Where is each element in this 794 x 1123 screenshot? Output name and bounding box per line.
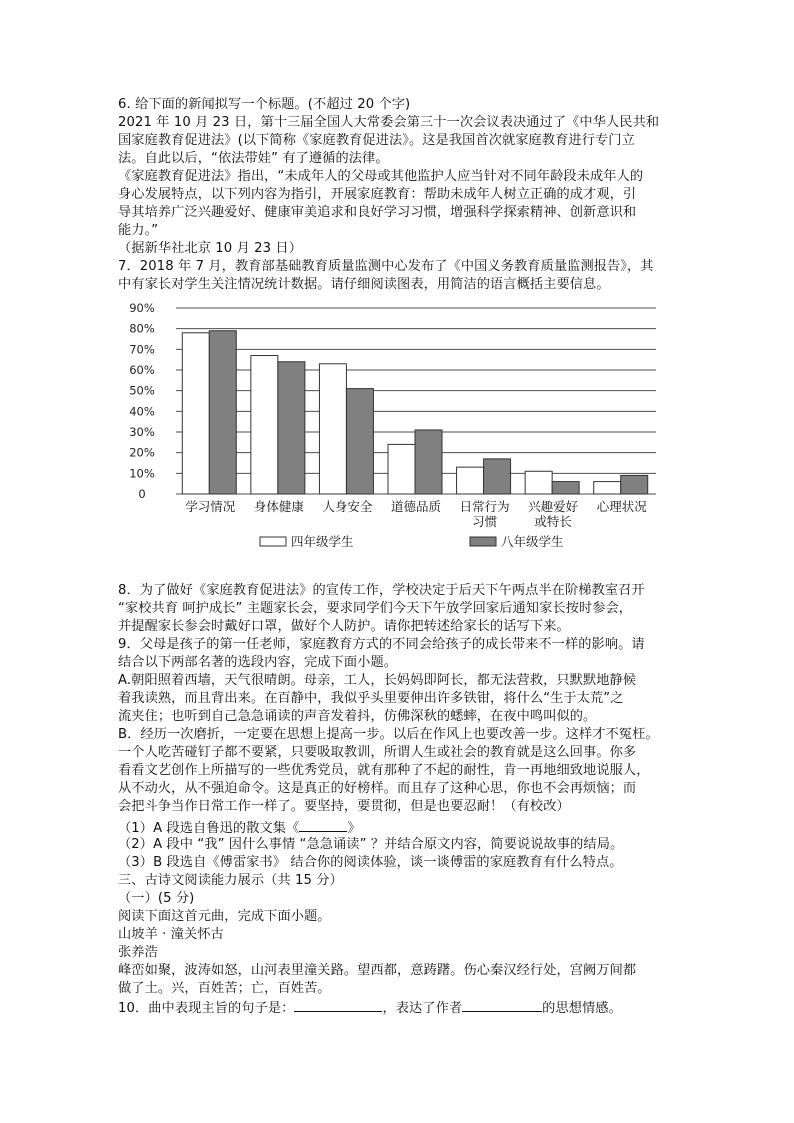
legend-label: 八年级学生	[501, 534, 564, 549]
bar-chart	[118, 298, 678, 560]
bar	[621, 475, 648, 494]
q6-prompt: 6. 给下面的新闻拟写一个标题。(不超过 20 个字)	[118, 97, 411, 112]
x-tick-label: 日常行为	[459, 499, 510, 514]
q9-sub2: （2）A 段中 “我” 因什么事情 “急急诵读” ？并结合原文内容，简要说说故事的结局。	[118, 837, 624, 852]
q8-line: 并提醒家长参会时戴好口罩，做好个人防护。请你把转述给家长的话写下来。	[118, 619, 570, 634]
q9-line: 结合以下两部名著的选段内容，完成下面小题。	[118, 655, 398, 670]
q9-sub3: （3）B 段选自《傅雷家书》 结合你的阅读体验，谈一谈傅雷的家庭教育有什么特点。	[118, 855, 623, 870]
passage-a-line: 着我读熟，而且背出来。在百静中，我似乎头里要伸出许多铁钳，将什么“生于太荒”之	[118, 691, 624, 706]
q10-line	[118, 998, 622, 1018]
q8-line: “家校共育 呵护成长” 主题家长会，要求同学们今天下午放学回家后通知家长按时参会，	[118, 601, 633, 616]
x-tick-label: 身体健康	[253, 499, 304, 514]
q6-news-line: 导其培养广泛兴趣爱好、健康审美追求和良好学习习惯，增强科学探索精神、创新意识和	[118, 205, 637, 220]
legend-swatch	[260, 537, 286, 546]
q8-line: 8．为了做好《家庭教育促进法》的宣传工作，学校决定于后天下午两点半在阶梯教室召开	[118, 583, 645, 598]
passage-a-line: 流夹住；也听到自己急急诵读的声音发着抖，仿佛深秋的蟋蟀，在夜中鸣叫似的。	[118, 709, 597, 724]
y-tick-label: 60%	[129, 363, 155, 377]
section-heading: 三、古诗文阅读能力展示（共 15 分）	[118, 873, 343, 888]
y-tick-label: 20%	[129, 445, 155, 460]
y-tick-label: 50%	[129, 383, 155, 398]
legend-swatch	[470, 537, 496, 546]
passage-b-line: B．经历一次磨折，一定要在思想上提高一步。以后在作风上也要改善一步。这样才不冤枉。	[118, 727, 659, 742]
poem-line: 做了土。兴，百姓苦；亡，百姓苦。	[118, 981, 331, 996]
bar	[209, 331, 236, 494]
bar	[484, 459, 511, 494]
answer-blank[interactable]	[462, 998, 542, 1012]
q6-news-line: 2021 年 10 月 23 日，第十三届全国人大常委会第三十一次会议表决通过了《中华人民共和	[118, 115, 660, 130]
q7-line: 中有家长对学生关注情况统计数据。请仔细阅读图表，用简洁的语言概括主要信息。	[118, 277, 610, 292]
q7-line: 7．2018 年 7 月，教育部基础教育质量监测中心发布了《中国义务教育质量监测报告》，其	[118, 259, 654, 274]
q10-middle: ，表达了作者	[382, 1001, 463, 1016]
passage-b-line: 一个人吃苦碰钉子都不要紧，只要吸取教训，所谓人生或社会的教育就是这么回事。你多	[118, 745, 637, 760]
passage-b-line: 会把斗争当作日常工作一样了。要坚持，要贯彻，但是也要忍耐！（有校改）	[118, 799, 570, 814]
answer-blank[interactable]	[299, 818, 347, 832]
x-tick-label: 道德品质	[390, 499, 442, 514]
bar	[182, 333, 209, 494]
bar	[594, 482, 621, 494]
passage-b-line: 看看文艺创作上所描写的一些优秀党员，就有那种了不起的耐性，肯一再地细致地说服人，	[118, 763, 650, 778]
q9-sub1-suffix: 》	[347, 821, 361, 836]
q6-news-line: 身心发展特点，以下列内容为指引，开展家庭教育：帮助未成年人树立正确的成才观，引	[118, 187, 637, 202]
bar	[457, 467, 484, 494]
answer-blank[interactable]	[294, 998, 382, 1012]
passage-a-line: A.朝阳照着西墙，天气很晴朗。母亲，工人，长妈妈即阿长，都无法营救，只默默地静候	[118, 673, 637, 688]
section-instruction: 阅读下面这首元曲，完成下面小题。	[118, 909, 331, 924]
y-tick-label: 40%	[129, 404, 155, 419]
q9-line: 9．父母是孩子的第一任老师，家庭教育方式的不同会给孩子的成长带来不一样的影响。请	[118, 637, 645, 652]
x-tick-label: 心理状况	[596, 499, 647, 514]
q9-sub1	[118, 818, 361, 838]
bar	[346, 389, 373, 494]
x-tick-label: 或特长	[534, 514, 572, 529]
bar	[552, 482, 579, 494]
x-tick-label: 习惯	[472, 514, 498, 529]
poem-title: 山坡羊 · 潼关怀古	[118, 927, 224, 942]
bar	[278, 362, 305, 494]
passage-b-line: 从不动火，从不强迫命令。这是真正的好榜样。而且存了这种心思，你也不会再烦恼；而	[118, 781, 637, 796]
x-tick-label: 兴趣爱好	[528, 499, 579, 514]
q6-news-line: 《家庭教育促进法》指出，“未成年人的父母或其他监护人应当针对不同年龄段未成年人的	[118, 169, 644, 184]
bar	[251, 356, 278, 494]
poem-line: 峰峦如聚，波涛如怒，山河表里潼关路。望西都，意踌躇。伤心秦汉经行处，宫阙万间都	[118, 963, 637, 978]
bar	[525, 471, 552, 494]
y-tick-label: 70%	[129, 342, 155, 357]
q9-sub1-prefix: （1）A 段选自鲁迅的散文集《	[118, 821, 300, 836]
q10-suffix: 的思想情感。	[542, 1001, 622, 1016]
q6-news-source: （据新华社北京 10 月 23 日）	[118, 241, 303, 256]
q6-news-line: 法。自此以后，“依法带娃” 有了遵循的法律。	[118, 151, 389, 166]
q6-news-line: 能力。”	[118, 223, 159, 238]
x-tick-label: 学习情况	[185, 499, 236, 514]
q6-news-line: 国家庭教育促进法》(以下简称《家庭教育促进法》。这是我国首次就家庭教育进行专门立	[118, 133, 635, 148]
x-tick-label: 人身安全	[322, 499, 373, 514]
q10-prefix: 10．曲中表现主旨的句子是：	[118, 1001, 295, 1016]
bar	[388, 444, 415, 494]
y-tick-label: 80%	[129, 321, 155, 336]
poem-author: 张养浩	[118, 945, 158, 960]
section-part: （一）(5 分)	[118, 891, 195, 906]
y-tick-label: 0	[138, 487, 146, 501]
y-tick-label: 90%	[129, 301, 155, 315]
bar	[319, 364, 346, 494]
legend-label: 四年级学生	[291, 534, 354, 549]
y-tick-label: 10%	[129, 466, 155, 481]
y-tick-label: 30%	[129, 425, 155, 439]
bar	[415, 430, 442, 494]
